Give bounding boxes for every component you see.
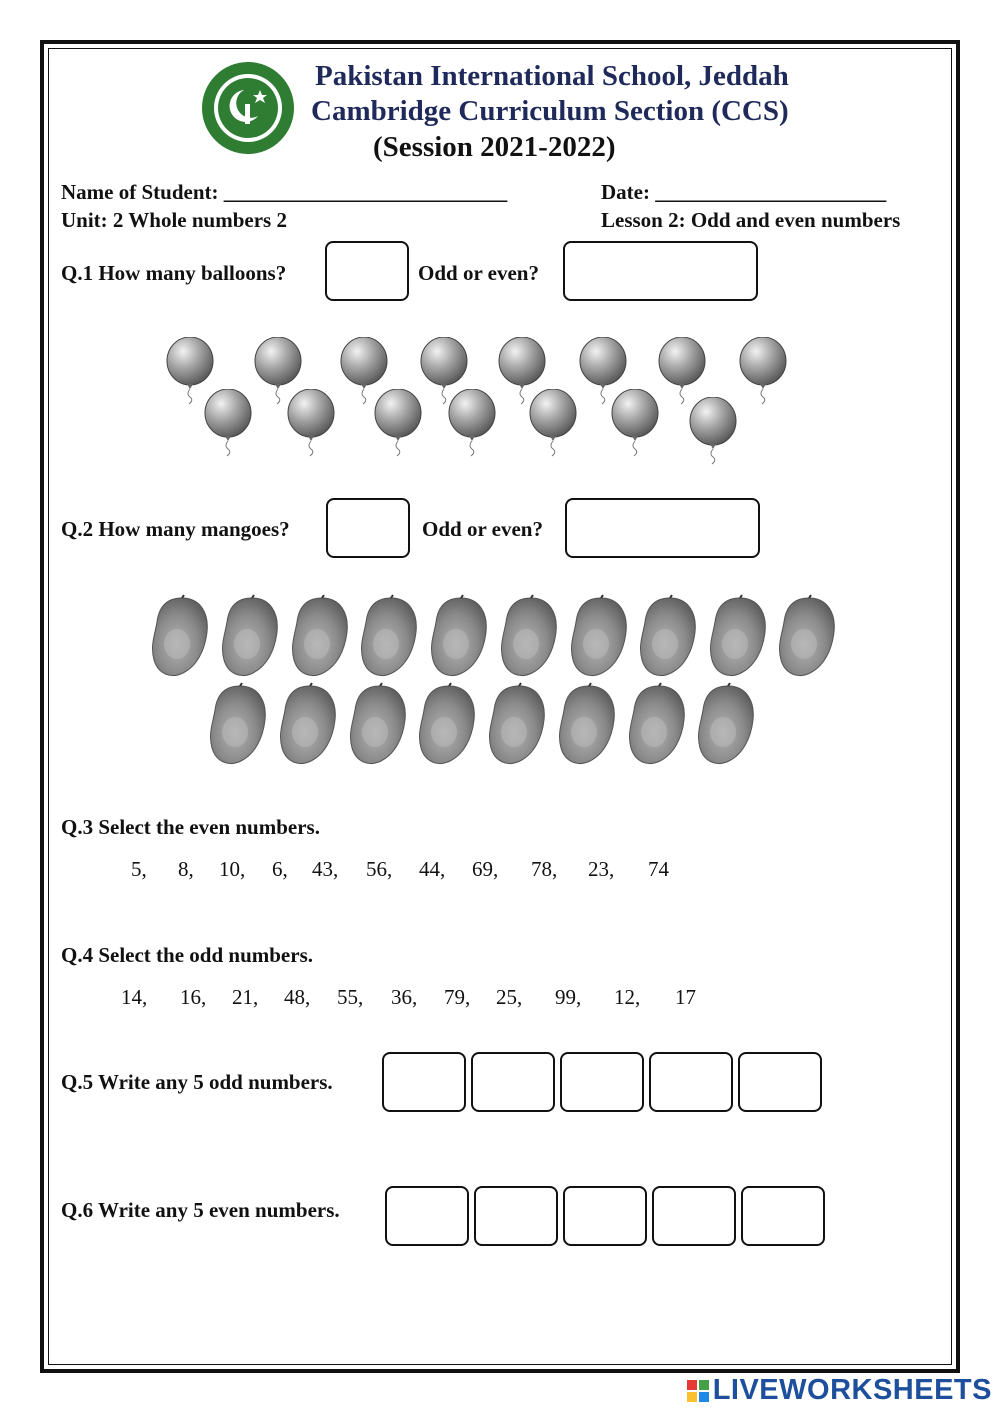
q2-odd-even-input[interactable] — [565, 498, 760, 558]
q1-question: Q.1 How many balloons? — [61, 261, 287, 285]
student-name-field[interactable]: Name of Student: ___________________________ — [61, 180, 508, 204]
number-option[interactable]: 56, — [366, 857, 393, 881]
q4-question: Q.4 Select the odd numbers. — [61, 943, 313, 967]
q5-answer-box[interactable] — [471, 1052, 555, 1112]
unit-label: Unit: 2 Whole numbers 2 — [61, 208, 287, 232]
number-option[interactable]: 8, — [178, 857, 194, 881]
q3-question: Q.3 Select the even numbers. — [61, 815, 320, 839]
q5-answer-box[interactable] — [738, 1052, 822, 1112]
q5-question: Q.5 Write any 5 odd numbers. — [61, 1070, 333, 1094]
number-option[interactable]: 43, — [312, 857, 339, 881]
q6-answer-box[interactable] — [474, 1186, 558, 1246]
q6-question: Q.6 Write any 5 even numbers. — [61, 1198, 340, 1222]
liveworksheets-brand: LIVEWORKSHEETS — [712, 1374, 992, 1406]
number-option[interactable]: 44, — [419, 857, 446, 881]
number-option[interactable]: 17 — [675, 985, 696, 1009]
school-name: Pakistan International School, Jeddah — [315, 60, 789, 92]
q4-number-list — [0, 985, 1000, 1015]
q6-answer-box[interactable] — [385, 1186, 469, 1246]
q5-answer-boxes — [382, 1052, 832, 1114]
q1-count-input[interactable] — [325, 241, 409, 301]
q6-answer-boxes — [385, 1186, 835, 1248]
q1-odd-even-input[interactable] — [563, 241, 758, 301]
q3-number-list — [0, 857, 1000, 887]
q2-question: Q.2 How many mangoes? — [61, 517, 290, 541]
q2-odd-even-label: Odd or even? — [422, 517, 543, 541]
number-option[interactable]: 78, — [531, 857, 558, 881]
number-option[interactable]: 10, — [219, 857, 246, 881]
number-option[interactable]: 25, — [496, 985, 523, 1009]
number-option[interactable]: 69, — [472, 857, 499, 881]
liveworksheets-icon — [687, 1380, 709, 1402]
worksheet-frame — [40, 40, 960, 1373]
q6-answer-box[interactable] — [741, 1186, 825, 1246]
q5-answer-box[interactable] — [382, 1052, 466, 1112]
number-option[interactable]: 16, — [180, 985, 207, 1009]
number-option[interactable]: 12, — [614, 985, 641, 1009]
number-option[interactable]: 74 — [648, 857, 669, 881]
q5-answer-box[interactable] — [649, 1052, 733, 1112]
liveworksheets-logo — [687, 1374, 992, 1407]
section-name: Cambridge Curriculum Section (CCS) — [311, 95, 789, 127]
q2-count-input[interactable] — [326, 498, 410, 558]
q6-answer-box[interactable] — [563, 1186, 647, 1246]
session-label: (Session 2021-2022) — [373, 131, 616, 163]
number-option[interactable]: 79, — [444, 985, 471, 1009]
q6-answer-box[interactable] — [652, 1186, 736, 1246]
date-field[interactable]: Date: ______________________ — [601, 180, 887, 204]
number-option[interactable]: 23, — [588, 857, 615, 881]
q5-answer-box[interactable] — [560, 1052, 644, 1112]
number-option[interactable]: 99, — [555, 985, 582, 1009]
number-option[interactable]: 5, — [131, 857, 147, 881]
number-option[interactable]: 21, — [232, 985, 259, 1009]
number-option[interactable]: 14, — [121, 985, 148, 1009]
number-option[interactable]: 36, — [391, 985, 418, 1009]
number-option[interactable]: 6, — [272, 857, 288, 881]
lesson-label: Lesson 2: Odd and even numbers — [601, 208, 901, 232]
school-logo — [200, 60, 296, 156]
q1-odd-even-label: Odd or even? — [418, 261, 539, 285]
number-option[interactable]: 48, — [284, 985, 311, 1009]
number-option[interactable]: 55, — [337, 985, 364, 1009]
